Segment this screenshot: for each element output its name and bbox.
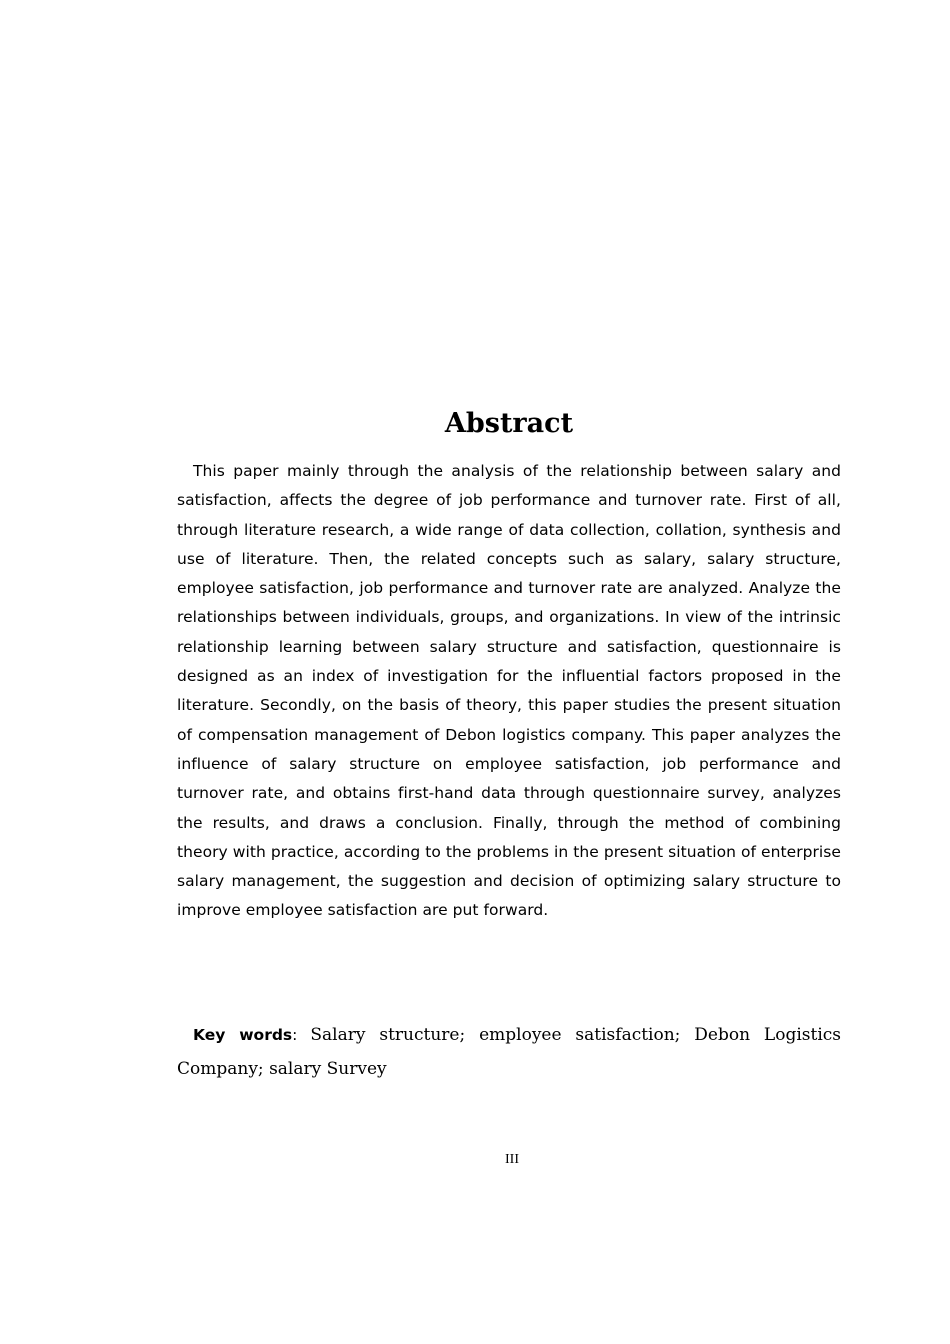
keywords-separator: : [292,1026,298,1044]
keywords-paragraph [177,1018,841,1086]
keywords-text: Salary structure; employee satisfaction; Debon Logistics Company; salary Survey [177,1025,842,1079]
keywords-label: Key words [193,1026,293,1044]
abstract-body: This paper mainly through the analysis of the relationship between salary and satisfaction, affects the degree of job performance and turnover rate. First of all, through literature research, a wide range of data collection, collation, synthesis and use of literature. Then, the related concepts such as salary, salary structure, employee satisfaction, job performance and turnover rate are analyzed. Analyze the relationships between individuals, groups, and organizations. In view of the intrinsic relationship learning between salary structure and satisfaction, questionnaire is designed as an index of investigation for the influential factors proposed in the literature. Secondly, on the basis of theory, this paper studies the present situation of compensation management of Debon logistics company. This paper analyzes the influence of salary structure on employee satisfaction, job performance and turnover rate, and obtains first-hand data through questionnaire survey, analyzes the results, and draws a conclusion. Finally, through the method of combining theory with practice, according to the problems in the present situation of enterprise salary management, the suggestion and decision of optimizing salary structure to improve employee satisfaction are put forward. [177,462,841,920]
page-number: III [505,1152,519,1167]
abstract-title: Abstract [444,408,574,439]
